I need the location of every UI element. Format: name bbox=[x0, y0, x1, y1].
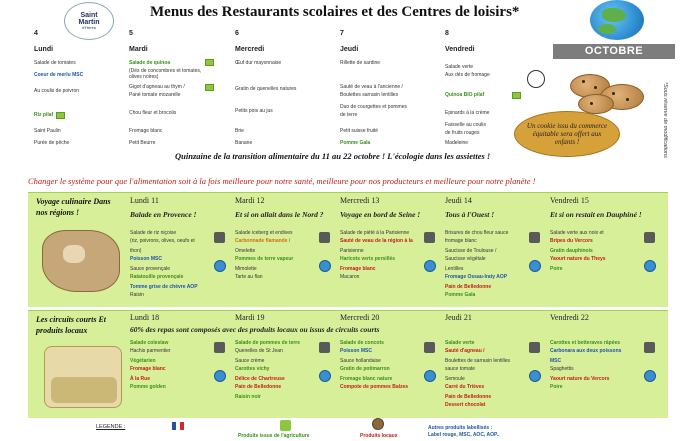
menu-item: Gratin de quenelles natures bbox=[235, 86, 297, 92]
menu-item: Pommes de terre vapeur bbox=[235, 256, 294, 262]
msc-icon bbox=[424, 260, 436, 272]
menu-item: Sauce crème bbox=[235, 358, 265, 364]
ab-organic-icon bbox=[280, 420, 291, 431]
msc-icon bbox=[644, 370, 656, 382]
fair-trade-text: Un cookie issu du commerce équitable sera offert aux enfants ! bbox=[526, 122, 608, 146]
menu-item: Sauté d'agneau / bbox=[445, 348, 485, 354]
msc-icon bbox=[214, 260, 226, 272]
page-title: Menus des Restaurants scolaires et des Centres de loisirs* bbox=[150, 4, 520, 20]
week1-day-name: Lundi bbox=[34, 46, 54, 53]
menu-item: Raisin noir bbox=[235, 394, 261, 400]
label-badge-icon bbox=[529, 232, 540, 243]
menu-item: Spaghettis bbox=[550, 366, 574, 372]
menu-item: Lentilles bbox=[445, 266, 464, 272]
menu-item: Poisson MSC bbox=[340, 348, 372, 354]
menu-item: Petit suisse fruité bbox=[340, 128, 379, 134]
day-header: Lundi 18 bbox=[130, 313, 160, 322]
week3-theme: Les circuits courts Et produits locaux bbox=[36, 315, 107, 335]
label-badge-icon bbox=[319, 232, 330, 243]
msc-icon bbox=[644, 260, 656, 272]
menu-item: Tarte au flan bbox=[235, 274, 263, 280]
menu-item: Sauce hollandaise bbox=[340, 358, 381, 364]
menu-item: Carré du Trièves bbox=[445, 384, 485, 390]
saint-martin-logo bbox=[64, 2, 114, 40]
menu-item: Végétarien bbox=[130, 358, 156, 364]
label-badge-icon bbox=[214, 342, 225, 353]
menu-item: Bripes du Vercors bbox=[550, 238, 593, 244]
menu-item: Petits pois au jus bbox=[235, 108, 273, 114]
menu-item: Macaron bbox=[340, 274, 360, 280]
week3-subtitle: 60% des repas sont composés avec des produits locaux ou issus de circuits courts bbox=[130, 325, 380, 334]
menu-item: Madeleine bbox=[445, 140, 469, 146]
legend-other: Autres produits labellisés : bbox=[428, 425, 493, 431]
menu-item: Salade verte aux noix et bbox=[550, 230, 604, 236]
system-banner: Changer le système pour que l'alimentation soit à la fois meilleure pour notre santé, meilleure pour nos producteurs et meilleure pour notre planète ! bbox=[28, 176, 536, 186]
menu-item: Pomme Gala bbox=[340, 140, 371, 146]
menu-item: Ratatouille provençale bbox=[130, 274, 184, 280]
menu-item: Salade coleslaw bbox=[130, 340, 169, 346]
menu-item: Pané tomate mozarelle bbox=[129, 92, 181, 98]
menu-item: Riz pilaf bbox=[34, 112, 54, 118]
legend-label: LEGENDE : bbox=[96, 424, 126, 430]
menu-item: Hachis parmentier bbox=[130, 348, 171, 354]
menu-item: Mimolette bbox=[235, 266, 257, 272]
week1-day-name: Jeudi bbox=[340, 46, 359, 53]
menu-item: Salade de pommes de terre bbox=[235, 340, 301, 346]
day-header: Mardi 12 bbox=[235, 196, 265, 205]
fair-trade-note bbox=[514, 111, 620, 157]
organic-label-icon bbox=[205, 84, 214, 91]
day-header: Lundi 11 bbox=[130, 196, 159, 205]
logo-line1: Saint bbox=[80, 12, 98, 19]
week2-theme: Voyage culinaire Dans nos régions ! bbox=[36, 197, 111, 217]
menu-item: Salade de quinoa bbox=[129, 60, 171, 66]
menu-item: Fromage blanc bbox=[130, 366, 166, 372]
label-badge-icon bbox=[644, 232, 655, 243]
organic-label-icon bbox=[56, 112, 65, 119]
label-badge-icon bbox=[644, 342, 655, 353]
day-header: Jeudi 21 bbox=[445, 313, 472, 322]
menu-item: Fromage blanc nature bbox=[340, 376, 393, 382]
msc-icon bbox=[319, 370, 331, 382]
menu-item: Sauté de veau à l'ancienne / bbox=[340, 84, 403, 90]
day-header: Mercredi 13 bbox=[340, 196, 380, 205]
msc-icon bbox=[529, 260, 541, 272]
menu-item: Semoule bbox=[445, 376, 465, 382]
menu-item: Saucisse de Toulouse / bbox=[445, 248, 497, 254]
organic-label-icon bbox=[205, 59, 214, 66]
menu-item: Sauce provençale bbox=[130, 266, 171, 272]
week1-day-number: 8 bbox=[445, 30, 449, 37]
menu-item: Omelette bbox=[235, 248, 256, 254]
day-theme: Balade en Provence ! bbox=[130, 210, 197, 219]
menu-item: Sauté de veau de la région à la bbox=[340, 238, 413, 244]
label-badge-icon bbox=[529, 342, 540, 353]
menu-item: Fromage blanc bbox=[340, 266, 376, 272]
menu-item: Aux dés de fromage bbox=[445, 72, 490, 78]
menu-item: Carottes vichy bbox=[235, 366, 270, 372]
day-header: Vendredi 22 bbox=[550, 313, 589, 322]
side-note bbox=[650, 82, 690, 182]
menu-item: Salade de concots bbox=[340, 340, 384, 346]
week1-day-number: 5 bbox=[129, 30, 133, 37]
menu-item: Pomme golden bbox=[130, 384, 166, 390]
cookies-image bbox=[530, 68, 648, 118]
menu-item: Poire bbox=[550, 266, 563, 272]
menu-item: Délice de Chartreuse bbox=[235, 376, 285, 382]
logo-line3: d'Hères bbox=[82, 25, 96, 30]
menu-item: Quinoa BIO pilaf bbox=[445, 92, 485, 98]
menu-item: Raisin bbox=[130, 292, 144, 298]
menu-item: Carbonnade flamande / bbox=[235, 238, 291, 244]
label-badge-icon bbox=[214, 232, 225, 243]
menu-item: Poisson MSC bbox=[130, 256, 162, 262]
side-note-text: *Sous réserve de modifications bbox=[662, 82, 668, 158]
msc-icon bbox=[424, 370, 436, 382]
menu-item: Gratin dauphinois bbox=[550, 248, 593, 254]
globe-icon bbox=[590, 0, 644, 40]
menu-item: Saint Paulin bbox=[34, 128, 61, 134]
menu-item: fromage blanc bbox=[445, 238, 477, 244]
menu-item: Fromage Ossau-Iraty AOP bbox=[445, 274, 508, 280]
menu-item: sauce tomate bbox=[445, 366, 476, 372]
menu-item: Carbonara aux deux poissons bbox=[550, 348, 622, 354]
menu-item: Dessert chocolat bbox=[445, 402, 486, 408]
menu-item: Brisures de chou fleur sauce bbox=[445, 230, 509, 236]
menu-item: Boulettes sarrasin lentilles bbox=[340, 92, 399, 98]
menu-item: Pain de Belledonne bbox=[445, 394, 492, 400]
legend-other-labels: Label rouge, MSC, AOC, AOP.. bbox=[428, 432, 500, 438]
menu-item: Pain de Belledonne bbox=[445, 284, 492, 290]
local-icon bbox=[372, 418, 384, 430]
msc-icon bbox=[214, 370, 226, 382]
day-header: Jeudi 14 bbox=[445, 196, 472, 205]
msc-icon bbox=[319, 260, 331, 272]
menu-item: Epinards à la crème bbox=[445, 110, 490, 116]
day-theme: Et si on restait en Dauphiné ! bbox=[550, 210, 642, 219]
menu-item: Saucisse végétale bbox=[445, 256, 486, 262]
menu-item: Pomme Gala bbox=[445, 292, 476, 298]
day-theme: Tous à l'Ouest ! bbox=[445, 210, 495, 219]
menu-item: Petit Beurre bbox=[129, 140, 156, 146]
logo-line2: Martin bbox=[78, 19, 100, 26]
menu-item: Yaourt nature du Vercors bbox=[550, 376, 610, 382]
week1-day-number: 7 bbox=[340, 30, 344, 37]
menu-item: Salade verte bbox=[445, 64, 474, 70]
day-header: Mercredi 20 bbox=[340, 313, 380, 322]
legend-local: Produits locaux bbox=[360, 433, 398, 439]
label-badge-icon bbox=[424, 232, 435, 243]
day-theme: Et si on allait dans le Nord ? bbox=[235, 210, 324, 219]
week1-day-name: Mercredi bbox=[235, 46, 265, 53]
day-theme: Voyage en bord de Seine ! bbox=[340, 210, 421, 219]
menu-item: Gratin de potimarron bbox=[340, 366, 390, 372]
menu-item: Yaourt nature du Theys bbox=[550, 256, 606, 262]
menu-item: À la Rue bbox=[130, 376, 151, 382]
menu-item: Gigot d'agneau au thym / bbox=[129, 84, 185, 90]
menu-item: Salade de riz niçoise bbox=[130, 230, 177, 236]
menu-item: (riz, poivrons, olives, oeufs et bbox=[130, 238, 195, 244]
menu-item: Poire bbox=[550, 384, 563, 390]
legend-organic: Produits issus de l'agriculture bbox=[238, 433, 310, 439]
day-header: Mardi 19 bbox=[235, 313, 265, 322]
menu-item: Faisselle au coulis bbox=[445, 122, 486, 128]
menu-item: Salade de piété à la Parisienne bbox=[340, 230, 410, 236]
menu-item: de fruits rouges bbox=[445, 130, 480, 136]
menu-item: Boulettes de sarrasin lentilles bbox=[445, 358, 511, 364]
week1-day-name: Mardi bbox=[129, 46, 148, 53]
menu-item: de terre bbox=[340, 112, 358, 118]
transition-banner: Quinzaine de la transition alimentaire du 11 au 22 octobre ! L'écologie dans les assiettes ! bbox=[175, 151, 491, 161]
menu-item: Salade iceberg et endives bbox=[235, 230, 293, 236]
menu-item: Duo de courgettes et pommes bbox=[340, 104, 407, 110]
menu-item: Brie bbox=[235, 128, 244, 134]
label-badge-icon bbox=[424, 342, 435, 353]
week1-day-name: Vendredi bbox=[445, 46, 475, 53]
menu-item: Purée de pêche bbox=[34, 140, 70, 146]
day-header: Vendredi 15 bbox=[550, 196, 589, 205]
menu-item: Parisienne bbox=[340, 248, 364, 254]
menu-item: Salade verte bbox=[445, 340, 475, 346]
menu-item: olives noires) bbox=[129, 74, 159, 80]
menu-item: Œuf dur mayonnaise bbox=[235, 60, 282, 66]
menu-item: Rillette de sardine bbox=[340, 60, 381, 66]
menu-item: Quenelles de St Jean bbox=[235, 348, 283, 354]
organic-label-icon bbox=[512, 92, 521, 99]
france-map-image bbox=[42, 230, 120, 292]
menu-item: thon) bbox=[130, 248, 142, 254]
menu-item: Fromage blanc bbox=[129, 128, 163, 134]
label-rouge-icon bbox=[172, 422, 184, 430]
menu-item: Au coulis de poivron bbox=[34, 88, 80, 94]
label-badge-icon bbox=[319, 342, 330, 353]
menu-item: Chou fleur et brocolis bbox=[129, 110, 177, 116]
month-banner: OCTOBRE bbox=[553, 44, 675, 59]
menu-item: Compote de pommes Balzes bbox=[340, 384, 409, 390]
msc-icon bbox=[529, 370, 541, 382]
farm-field-image bbox=[44, 346, 122, 408]
menu-item: (Dés de concombres et tomates, bbox=[129, 68, 202, 74]
menu-item: MSC bbox=[550, 358, 562, 364]
menu-item: Carottes et betteraves râpées bbox=[550, 340, 621, 346]
menu-item: Tomme grise de chèvre AOP bbox=[130, 284, 198, 290]
menu-item: Salade de tomates bbox=[34, 60, 76, 66]
menu-item: Pain de Belledonne bbox=[235, 384, 282, 390]
menu-item: Coeur de merlu MSC bbox=[34, 72, 84, 78]
menu-item: Haricots verts persillés bbox=[340, 256, 396, 262]
week1-day-number: 4 bbox=[34, 30, 38, 37]
week1-day-number: 6 bbox=[235, 30, 239, 37]
menu-item: Banane bbox=[235, 140, 253, 146]
